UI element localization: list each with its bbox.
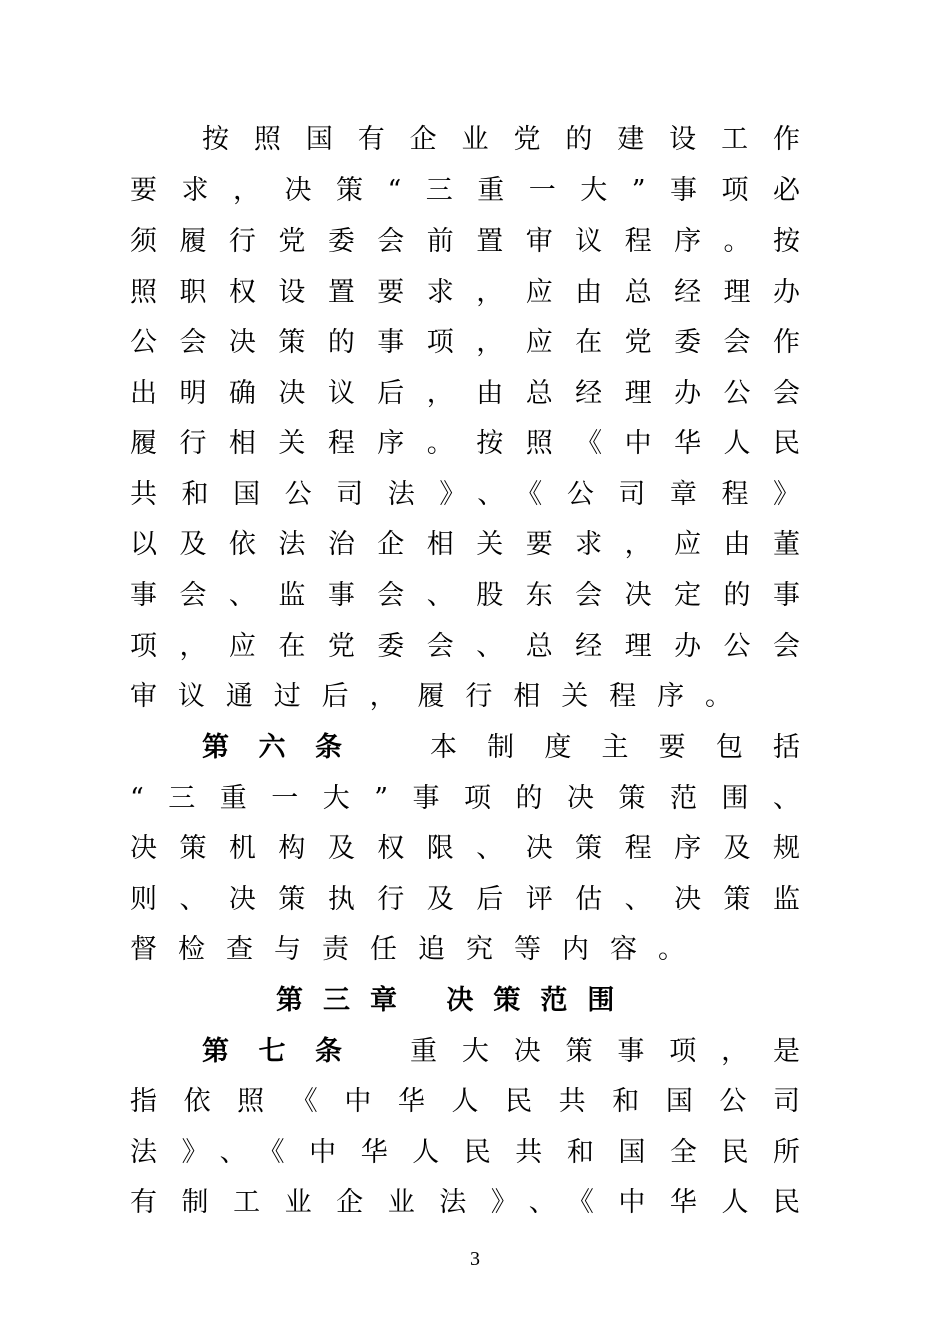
- text-line: 须履行党委会前置审议程序。按: [130, 226, 800, 257]
- text-line: “三重一大”事项的决策范围、: [130, 783, 800, 814]
- text-line: 事会、监事会、股东会决定的事: [130, 580, 800, 611]
- text-line: 共和国公司法》、《公司章程》: [130, 479, 800, 510]
- text-line: 决策机构及权限、决策程序及规: [130, 833, 800, 864]
- text-line: 督检查与责任追究等内容。: [130, 934, 685, 965]
- text-line: 出明确决议后，由总经理办公会: [130, 378, 800, 409]
- text-line: 按照国有企业党的建设工作: [202, 124, 800, 155]
- text-line: 有制工业企业法》、《中华人民: [130, 1187, 800, 1218]
- text-line: 项，应在党委会、总经理办公会: [130, 631, 800, 662]
- text-line: 重大决策事项，是: [410, 1036, 800, 1067]
- article-heading: 第七条: [202, 1036, 342, 1067]
- text-line: 指依照《中华人民共和国公司: [130, 1086, 800, 1117]
- text-line: 履行相关程序。按照《中华人民: [130, 428, 800, 459]
- text-line: 以及依法治企相关要求，应由董: [130, 529, 800, 560]
- text-line: 要求，决策“三重一大”事项必: [130, 175, 800, 206]
- page-number: 3: [470, 1248, 480, 1270]
- text-line: 本制度主要包括: [430, 732, 800, 763]
- text-line: 审议通过后，履行相关程序。: [130, 681, 732, 712]
- text-line: 则、决策执行及后评估、决策监: [130, 884, 800, 915]
- chapter-heading: 第三章 决策范围: [276, 985, 635, 1016]
- text-line: 公会决策的事项，应在党委会作: [130, 327, 800, 358]
- article-heading: 第六条: [202, 732, 342, 763]
- text-line: 照职权设置要求，应由总经理办: [130, 277, 800, 308]
- text-line: 法》、《中华人民共和国全民所: [130, 1137, 800, 1168]
